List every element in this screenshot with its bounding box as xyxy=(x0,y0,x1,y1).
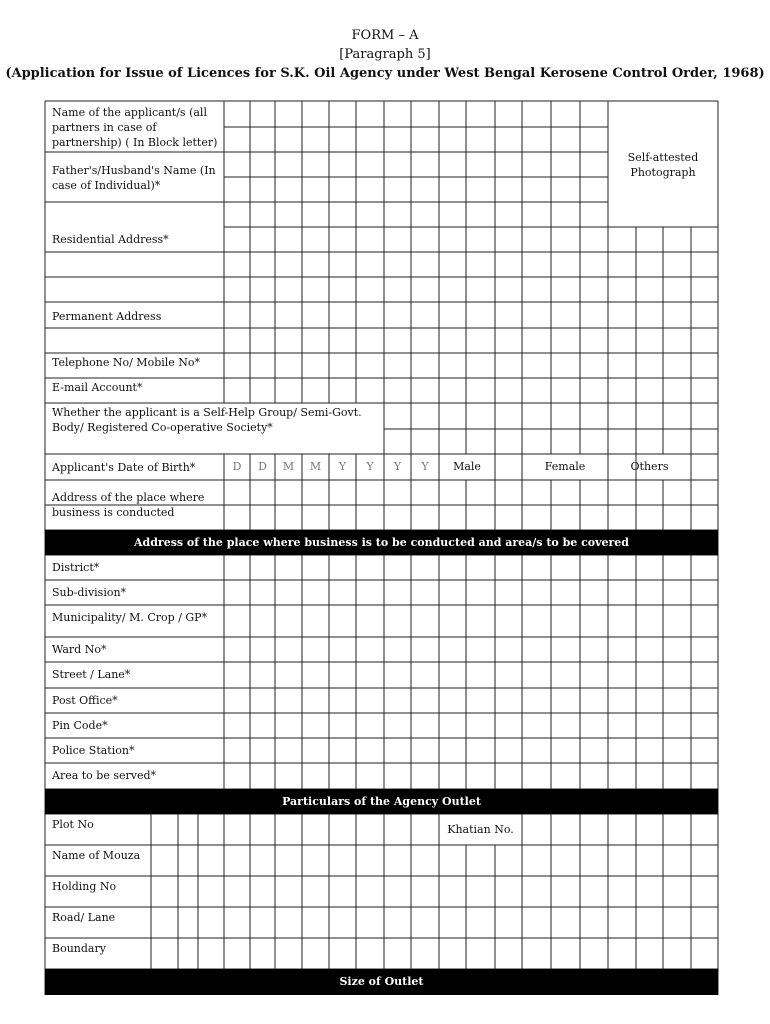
label-name-of-mouza: Name of Mouza xyxy=(52,849,141,862)
input-road-lane[interactable] xyxy=(151,907,718,938)
label-district: District* xyxy=(52,561,100,574)
input-post-office[interactable] xyxy=(224,688,718,713)
label-sub-division: Sub-division* xyxy=(52,586,127,599)
label-holding-no: Holding No xyxy=(52,880,117,893)
input-shg[interactable] xyxy=(224,403,718,454)
input-telephone[interactable] xyxy=(224,353,718,378)
label-pin-code: Pin Code* xyxy=(52,719,108,732)
input-permanent-address[interactable] xyxy=(224,277,718,353)
label-police-station: Police Station* xyxy=(52,744,135,757)
label-father-name: Father's/Husband's Name (In case of Individual)* xyxy=(52,164,216,192)
input-sub-division[interactable] xyxy=(224,580,718,605)
photo-placeholder: Self-attested Photograph xyxy=(627,151,699,179)
label-email: E-mail Account* xyxy=(52,381,143,394)
section-header-agency-outlet: Particulars of the Agency Outlet xyxy=(45,789,718,814)
label-applicant-name: Name of the applicant/s (all partners in case of partnership) ( In Block letter) xyxy=(52,106,218,149)
form-paragraph-ref: [Paragraph 5] xyxy=(339,47,431,62)
input-email[interactable] xyxy=(224,378,718,403)
form-subtitle: (Application for Issue of Licences for S.K. Oil Agency under West Bengal Kerosene Control Order, 1968) xyxy=(5,66,765,81)
label-permanent-address: Permanent Address xyxy=(52,310,162,323)
label-date-of-birth: Applicant's Date of Birth* xyxy=(52,461,196,474)
input-applicant-name[interactable] xyxy=(224,101,718,152)
label-area-to-be-served: Area to be served* xyxy=(52,769,157,782)
input-holding-no[interactable] xyxy=(151,876,718,907)
input-street-lane[interactable] xyxy=(224,662,718,688)
input-area-to-be-served[interactable] xyxy=(224,763,718,789)
label-khatian-no: Khatian No. xyxy=(447,823,514,836)
label-post-office: Post Office* xyxy=(52,694,118,707)
dob-placeholder-d: D xyxy=(232,460,242,473)
input-residential-address[interactable] xyxy=(224,202,718,277)
dob-placeholder-y: Y xyxy=(393,460,402,473)
label-street-lane: Street / Lane* xyxy=(52,668,131,681)
label-business-address: Address of the place where business is conducted xyxy=(52,491,205,519)
label-telephone: Telephone No/ Mobile No* xyxy=(52,356,201,369)
input-police-station[interactable] xyxy=(224,738,718,763)
input-father-name[interactable] xyxy=(224,152,718,202)
dob-placeholder-y: Y xyxy=(338,460,347,473)
input-pin-code[interactable] xyxy=(224,713,718,738)
input-district[interactable] xyxy=(224,555,718,580)
dob-placeholder-y: Y xyxy=(421,460,429,473)
dob-placeholder-m: M xyxy=(309,460,322,473)
label-municipality-m-crop-gp: Municipality/ M. Crop / GP* xyxy=(52,611,208,624)
label-residential-address: Residential Address* xyxy=(52,233,169,246)
gender-option-male: Male xyxy=(453,460,481,473)
input-name-of-mouza[interactable] xyxy=(151,845,718,876)
form-title: FORM – A xyxy=(351,28,419,43)
section-header-outlet-size: Size of Outlet xyxy=(45,969,718,995)
label-shg-question: Whether the applicant is a Self-Help Group/ Semi-Govt. Body/ Registered Co-operative Society* xyxy=(52,406,362,434)
input-municipality-m-crop-gp[interactable] xyxy=(224,605,718,637)
section-header-business-address: Address of the place where business is to be conducted and area/s to be covered xyxy=(45,530,718,555)
label-plot-no: Plot No xyxy=(52,818,94,831)
input-business-address[interactable] xyxy=(224,480,718,530)
input-ward-no[interactable] xyxy=(224,637,718,662)
gender-checkbox-male[interactable] xyxy=(495,455,522,479)
input-boundary[interactable] xyxy=(151,938,718,969)
gender-option-female: Female xyxy=(544,460,586,473)
dob-placeholder-m: M xyxy=(282,460,295,473)
input-plot-no[interactable] xyxy=(151,814,718,845)
label-road-lane: Road/ Lane xyxy=(52,911,116,924)
gender-option-others: Others xyxy=(630,460,669,473)
dob-placeholder-y: Y xyxy=(366,460,374,473)
label-ward-no: Ward No* xyxy=(52,643,107,656)
gender-checkbox-others[interactable] xyxy=(691,455,718,479)
label-boundary: Boundary xyxy=(52,942,106,955)
dob-placeholder-d: D xyxy=(258,460,267,473)
